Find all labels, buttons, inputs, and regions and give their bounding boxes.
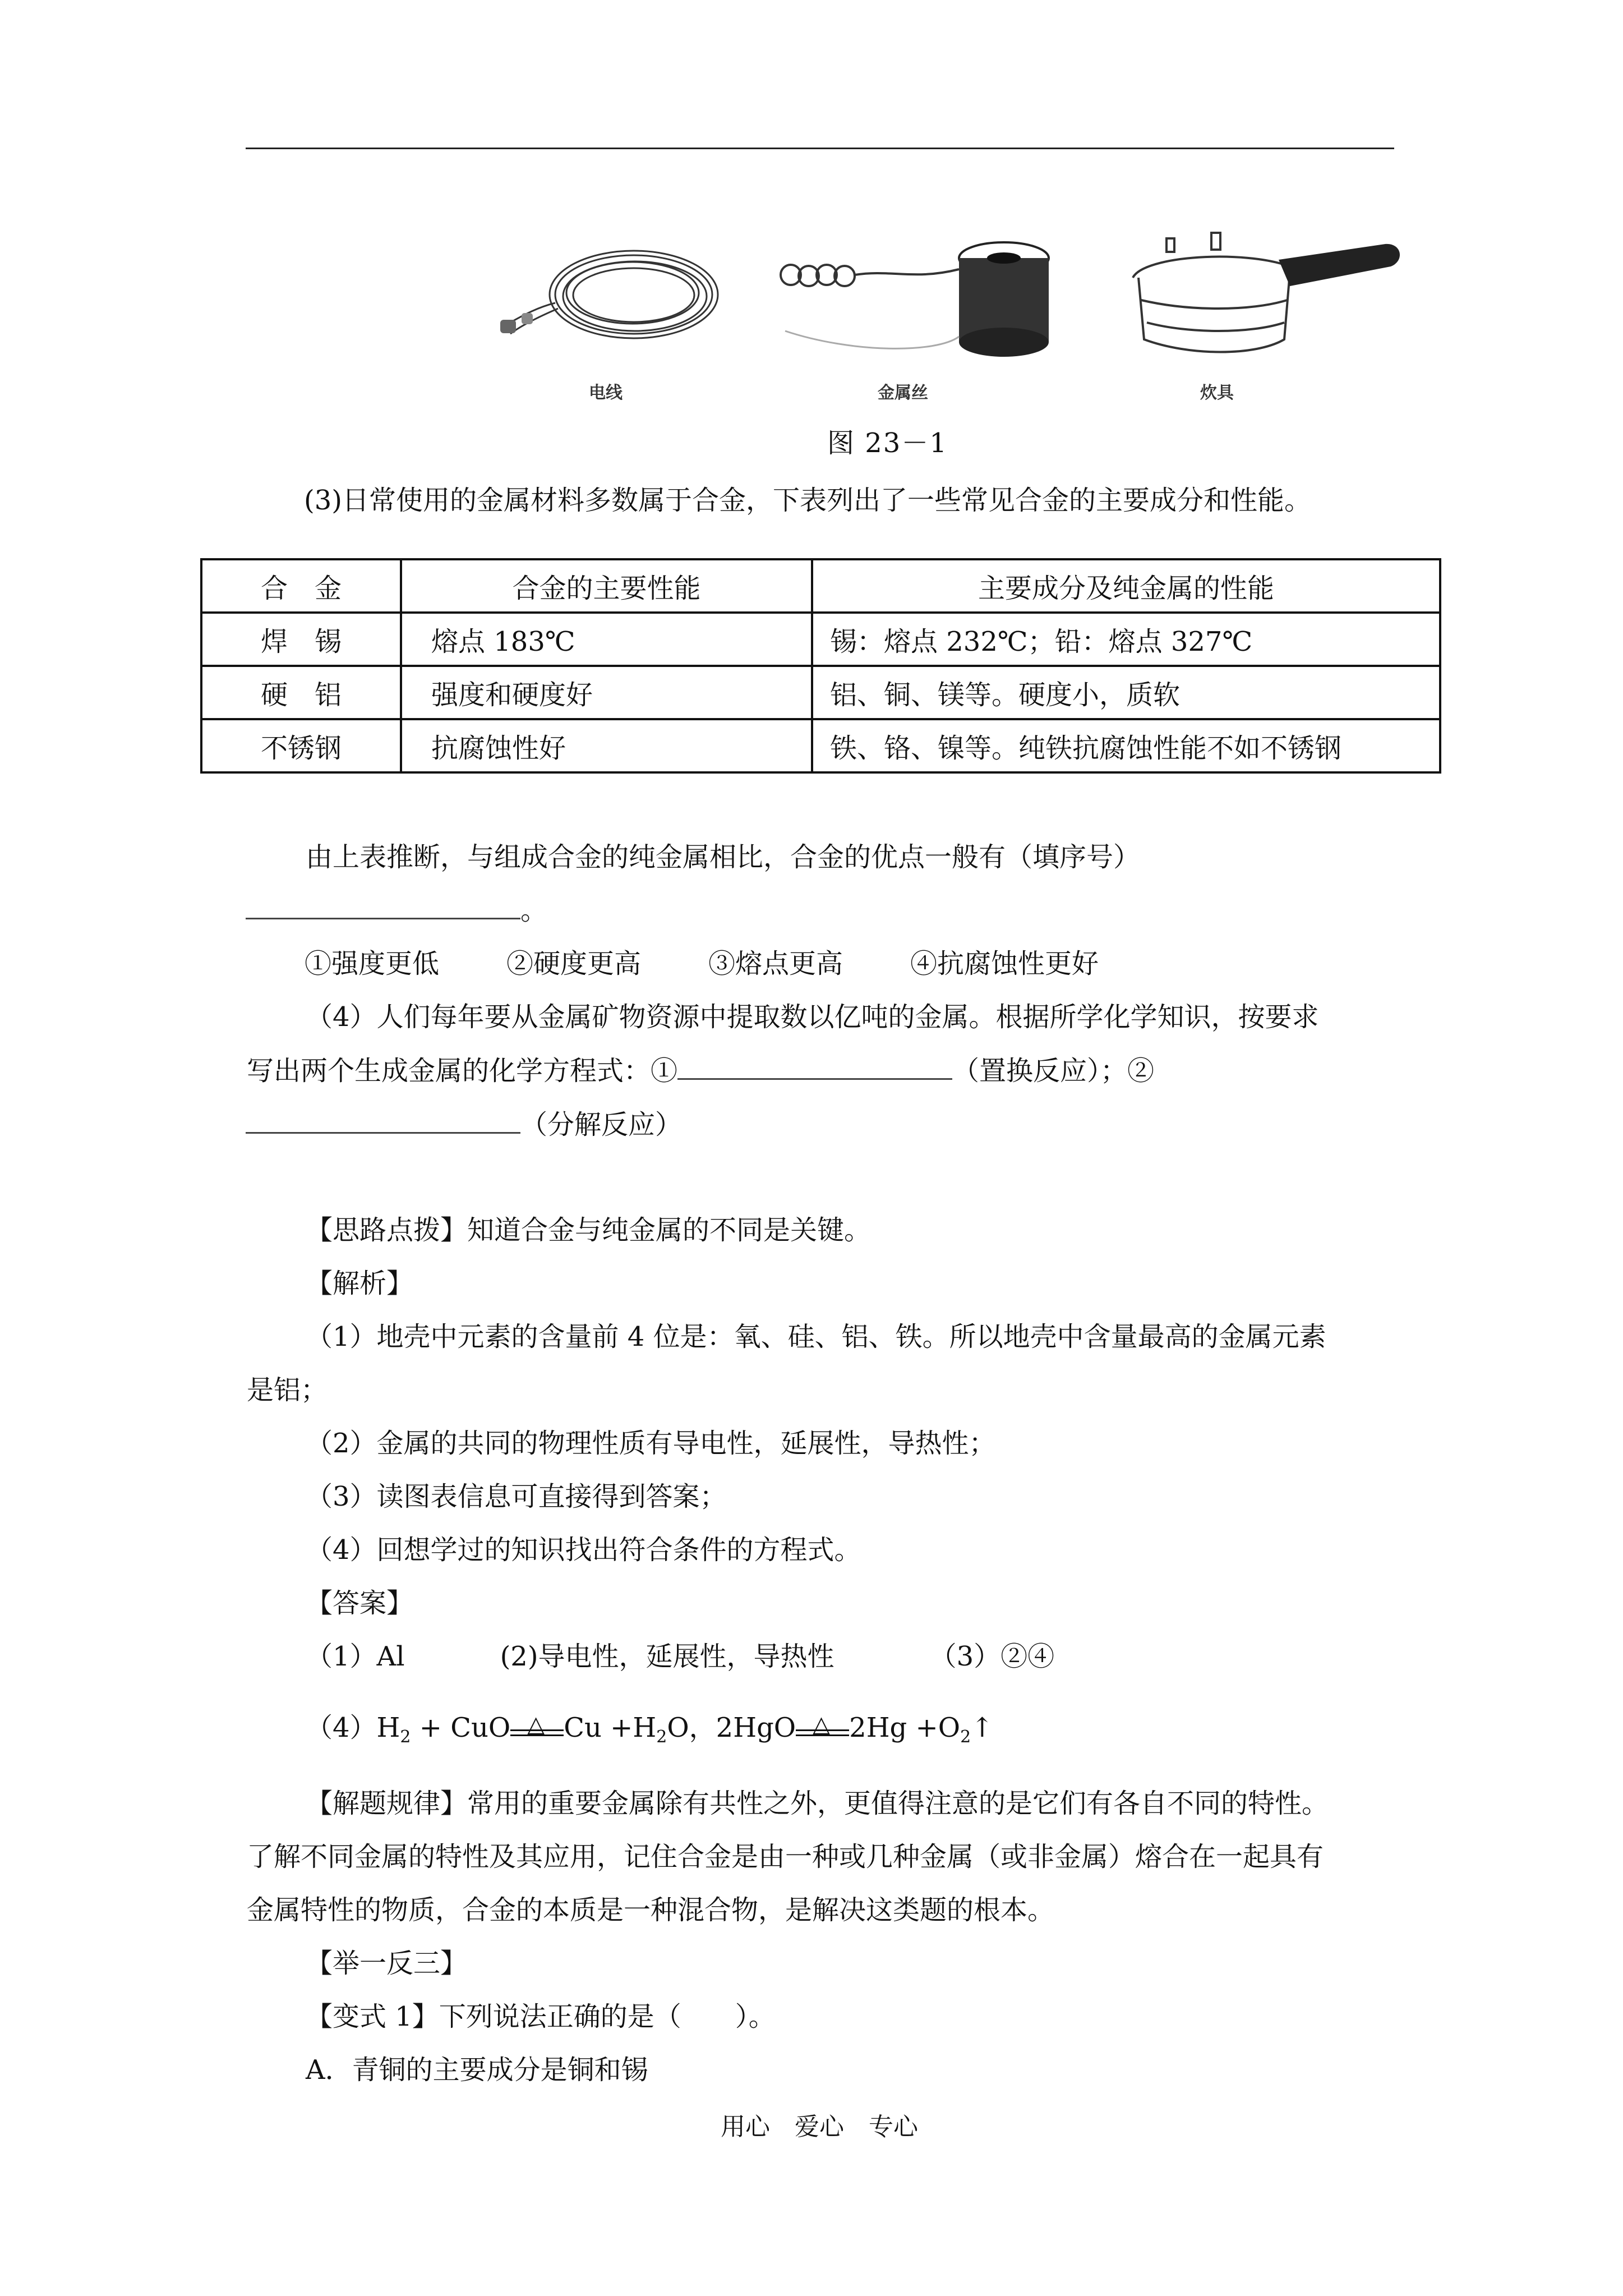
q4-line3-end: （分解反应） <box>520 1109 683 1140</box>
answer-heading: 【答案】 <box>306 1588 414 1619</box>
table-cell: 焊 锡 <box>201 613 401 666</box>
eq-subscript: 2 <box>960 1727 971 1747</box>
eq-text: + CuO <box>411 1712 511 1743</box>
q4-line1: （4）人们每年要从金属矿物资源中提取数以亿吨的金属。根据所学化学知识，按要求 <box>306 1001 1319 1033</box>
table-cell: 铝、铜、镁等。硬度小，质软 <box>812 666 1440 719</box>
page-footer: 用心 爱心 专心 <box>721 2113 918 2141</box>
heat-equals-sign <box>796 1711 849 1745</box>
table-header-row <box>201 559 1440 613</box>
delta-icon: △ <box>527 1711 545 1737</box>
analysis-p2: （2）金属的共同的物理性质有导电性，延展性，导热性； <box>306 1428 996 1459</box>
analysis-p1b: 是铝； <box>247 1374 328 1406</box>
eq-text: 2Hg +O <box>849 1712 961 1743</box>
alloy-table <box>200 558 1441 774</box>
figure-caption: 图 23－1 <box>827 427 948 459</box>
q3-question: 由上表推断，与组成合金的纯金属相比，合金的优点一般有（填序号） <box>306 841 1141 873</box>
table-row <box>201 666 1440 719</box>
table-row <box>201 719 1440 772</box>
variant-question: 【变式 1】下列说法正确的是（ ）。 <box>306 2001 776 2032</box>
eq-subscript: 2 <box>656 1727 667 1747</box>
eq-text: O，2HgO <box>667 1712 796 1743</box>
option-a: A．青铜的主要成分是铜和锡 <box>306 2054 648 2086</box>
rule-line1: 【解题规律】常用的重要金属除有共性之外，更值得注意的是它们有各自不同的特性。 <box>306 1788 1329 1819</box>
answer-3: （3）②④ <box>929 1641 1055 1672</box>
header-rule <box>246 148 1394 149</box>
table-header-cell: 主要成分及纯金属的性能 <box>812 559 1440 613</box>
q4-line2-start: 写出两个生成金属的化学方程式：① <box>247 1055 678 1087</box>
heat-equals-sign <box>510 1711 564 1745</box>
q4-line2 <box>247 1053 1154 1088</box>
q3-options <box>305 947 1099 981</box>
eq-subscript: 2 <box>400 1727 411 1747</box>
practice-heading: 【举一反三】 <box>306 1948 468 1979</box>
q4-line3 <box>246 1107 682 1142</box>
answer-blank[interactable] <box>677 1053 952 1080</box>
table-header-cell: 合 金 <box>201 559 401 613</box>
option-3: ③熔点更高 <box>708 948 843 979</box>
figure-label-cookware: 炊具 <box>1200 383 1234 403</box>
gas-arrow-icon: ↑ <box>971 1712 994 1743</box>
figure-label-wire: 电线 <box>589 383 623 403</box>
table-cell: 硬 铝 <box>201 666 401 719</box>
option-2: ②硬度更高 <box>506 948 642 979</box>
answer-blank[interactable] <box>246 893 520 919</box>
eq-text: Cu +H <box>564 1712 657 1743</box>
table-cell: 强度和硬度好 <box>401 666 812 719</box>
q3-answer-line <box>246 893 547 927</box>
q4-line2-mid: （置换反应）；② <box>952 1055 1155 1087</box>
table-cell: 不锈钢 <box>201 719 401 772</box>
answer-equation <box>306 1711 993 1754</box>
table-cell: 铁、铬、镍等。纯铁抗腐蚀性能不如不锈钢 <box>812 719 1440 772</box>
analysis-p4: （4）回想学过的知识找出符合条件的方程式。 <box>306 1534 861 1566</box>
blank-period: 。 <box>520 895 548 926</box>
analysis-p3: （3）读图表信息可直接得到答案； <box>306 1481 727 1512</box>
eq-text: （4）H <box>306 1712 400 1743</box>
rule-line3: 金属特性的物质，合金的本质是一种混合物，是解决这类题的根本。 <box>247 1894 1055 1926</box>
table-row <box>201 613 1440 666</box>
analysis-p1a: （1）地壳中元素的含量前 4 位是：氧、硅、铝、铁。所以地壳中含量最高的金属元素 <box>306 1321 1326 1352</box>
table-cell: 熔点 183℃ <box>401 613 812 666</box>
metal-wire-spool-image <box>768 236 1060 365</box>
cookware-pot-image <box>1122 216 1402 362</box>
answer-2: (2)导电性，延展性，导热性 <box>500 1641 834 1672</box>
table-cell: 锡：熔点 232℃；铅：熔点 327℃ <box>812 613 1440 666</box>
answer-blank[interactable] <box>246 1107 520 1134</box>
table-cell: 抗腐蚀性好 <box>401 719 812 772</box>
table-header-cell: 合金的主要性能 <box>401 559 812 613</box>
analysis-heading: 【解析】 <box>306 1268 414 1299</box>
answer-line1 <box>306 1640 1054 1673</box>
hint-paragraph: 【思路点拨】知道合金与纯金属的不同是关键。 <box>306 1214 872 1246</box>
figure-label-metal-wire: 金属丝 <box>878 383 928 403</box>
option-4: ④抗腐蚀性更好 <box>910 948 1099 979</box>
q3-intro: (3)日常使用的金属材料多数属于合金，下表列出了一些常见合金的主要成分和性能。 <box>304 485 1311 516</box>
answer-1: （1）Al <box>306 1641 405 1672</box>
wire-coil-image <box>494 241 729 359</box>
rule-line2: 了解不同金属的特性及其应用，记住合金是由一种或几种金属（或非金属）熔合在一起具有 <box>247 1841 1324 1872</box>
delta-icon: △ <box>813 1711 830 1737</box>
option-1: ①强度更低 <box>305 948 440 979</box>
